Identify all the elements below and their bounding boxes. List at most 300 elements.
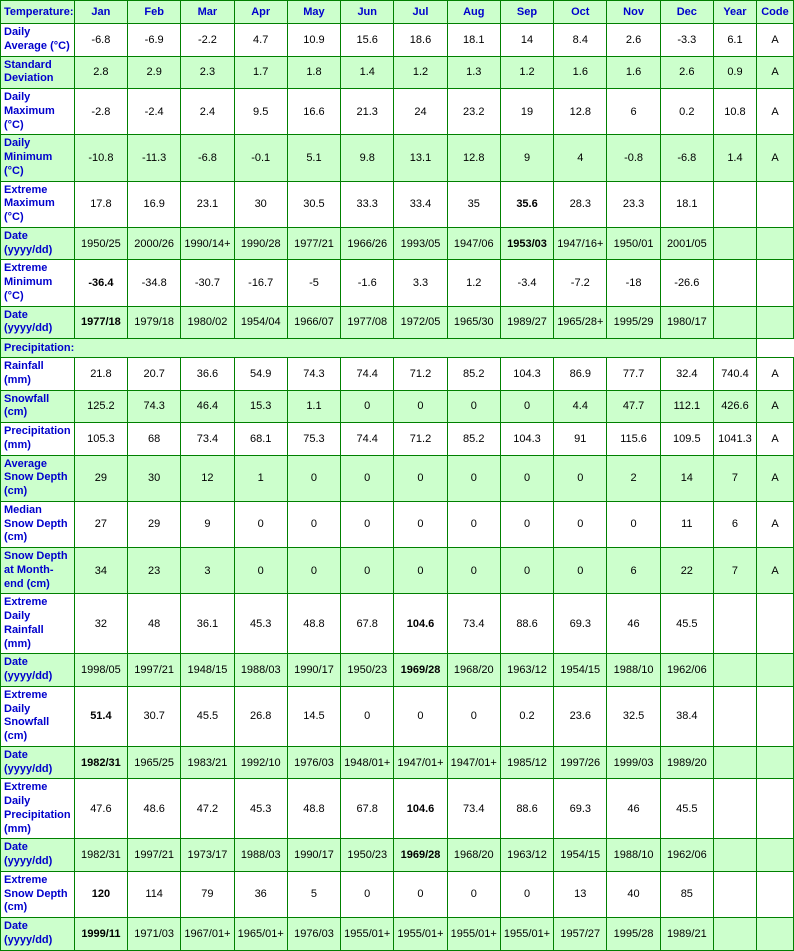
- table-row: [1, 654, 794, 687]
- data-cell: 1969/28: [394, 654, 447, 687]
- data-cell: 1962/06: [660, 839, 713, 872]
- data-cell: 23.6: [554, 686, 607, 746]
- row-label: Extreme Maximum (°C): [1, 181, 75, 227]
- data-cell: 74.3: [287, 358, 340, 391]
- section-header-precipitation: [1, 339, 794, 358]
- code-cell: [756, 746, 793, 779]
- code-cell: [756, 779, 793, 839]
- data-cell: 109.5: [660, 423, 713, 456]
- data-cell: 30.7: [128, 686, 181, 746]
- row-label: Date (yyyy/dd): [1, 918, 75, 951]
- data-cell: 23.3: [607, 181, 660, 227]
- data-cell: 45.5: [660, 594, 713, 654]
- table-row: [1, 871, 794, 917]
- data-cell: 85.2: [447, 358, 500, 391]
- row-label: Date (yyyy/dd): [1, 306, 75, 339]
- data-cell: 1968/20: [447, 839, 500, 872]
- data-cell: 1985/12: [500, 746, 553, 779]
- header-month-oct: Oct: [554, 1, 607, 24]
- code-cell: [756, 839, 793, 872]
- data-cell: 1988/03: [234, 839, 287, 872]
- data-cell: 15.3: [234, 390, 287, 423]
- data-cell: 30: [128, 455, 181, 501]
- data-cell: 1965/28+: [554, 306, 607, 339]
- data-cell: -11.3: [128, 135, 181, 181]
- data-cell: 1971/03: [128, 918, 181, 951]
- table-row: [1, 779, 794, 839]
- data-cell: 0: [341, 871, 394, 917]
- table-row: [1, 455, 794, 501]
- data-cell: -3.3: [660, 24, 713, 57]
- data-cell: 0: [447, 455, 500, 501]
- data-cell: 1979/18: [128, 306, 181, 339]
- year-cell: 1041.3: [713, 423, 756, 456]
- data-cell: 36.1: [181, 594, 234, 654]
- row-label: Precipitation (mm): [1, 423, 75, 456]
- data-cell: 71.2: [394, 358, 447, 391]
- data-cell: 4: [554, 135, 607, 181]
- year-cell: 426.6: [713, 390, 756, 423]
- data-cell: 1988/10: [607, 839, 660, 872]
- code-cell: A: [756, 455, 793, 501]
- table-row: [1, 227, 794, 260]
- data-cell: 2.8: [74, 56, 127, 89]
- data-cell: 1999/03: [607, 746, 660, 779]
- header-month-nov: Nov: [607, 1, 660, 24]
- data-cell: 1947/16+: [554, 227, 607, 260]
- data-cell: -1.6: [341, 260, 394, 306]
- header-temperature-label: Temperature:: [1, 1, 75, 24]
- data-cell: 0: [500, 501, 553, 547]
- data-cell: 45.5: [660, 779, 713, 839]
- data-cell: 68.1: [234, 423, 287, 456]
- data-cell: 1976/03: [287, 918, 340, 951]
- header-month-jun: Jun: [341, 1, 394, 24]
- data-cell: 14.5: [287, 686, 340, 746]
- data-cell: -6.8: [181, 135, 234, 181]
- data-cell: 0: [234, 548, 287, 594]
- data-cell: 74.4: [341, 358, 394, 391]
- row-label: Rainfall (mm): [1, 358, 75, 391]
- data-cell: 1980/02: [181, 306, 234, 339]
- data-cell: 1.6: [554, 56, 607, 89]
- year-cell: [713, 594, 756, 654]
- data-cell: 1990/14+: [181, 227, 234, 260]
- data-cell: 18.1: [660, 181, 713, 227]
- data-cell: 1.2: [394, 56, 447, 89]
- data-cell: -2.2: [181, 24, 234, 57]
- data-cell: 85.2: [447, 423, 500, 456]
- table-row: [1, 89, 794, 135]
- table-row: [1, 501, 794, 547]
- data-cell: 2.6: [660, 56, 713, 89]
- data-cell: 2000/26: [128, 227, 181, 260]
- data-cell: 46: [607, 779, 660, 839]
- year-cell: 740.4: [713, 358, 756, 391]
- data-cell: -16.7: [234, 260, 287, 306]
- data-cell: 2.6: [607, 24, 660, 57]
- data-cell: 45.3: [234, 779, 287, 839]
- data-cell: 6: [607, 89, 660, 135]
- data-cell: 0: [341, 501, 394, 547]
- data-cell: 0: [394, 455, 447, 501]
- section-label: Precipitation:: [1, 339, 757, 358]
- row-label: Date (yyyy/dd): [1, 654, 75, 687]
- data-cell: 1.4: [341, 56, 394, 89]
- data-cell: 1982/31: [74, 839, 127, 872]
- code-cell: A: [756, 390, 793, 423]
- data-cell: 1995/29: [607, 306, 660, 339]
- code-cell: A: [756, 501, 793, 547]
- table-header-row: [1, 1, 794, 24]
- data-cell: 35.6: [500, 181, 553, 227]
- row-label: Average Snow Depth (cm): [1, 455, 75, 501]
- data-cell: 26.8: [234, 686, 287, 746]
- data-cell: 0: [341, 455, 394, 501]
- data-cell: 14: [660, 455, 713, 501]
- data-cell: 51.4: [74, 686, 127, 746]
- data-cell: 1997/26: [554, 746, 607, 779]
- data-cell: 1973/17: [181, 839, 234, 872]
- data-cell: 9: [181, 501, 234, 547]
- data-cell: 38.4: [660, 686, 713, 746]
- data-cell: 45.3: [234, 594, 287, 654]
- year-cell: 6: [713, 501, 756, 547]
- data-cell: 79: [181, 871, 234, 917]
- data-cell: 20.7: [128, 358, 181, 391]
- table-row: [1, 594, 794, 654]
- data-cell: -6.8: [74, 24, 127, 57]
- data-cell: 0: [341, 390, 394, 423]
- data-cell: 0: [234, 501, 287, 547]
- data-cell: 9.5: [234, 89, 287, 135]
- data-cell: 104.3: [500, 423, 553, 456]
- data-cell: 6: [607, 548, 660, 594]
- data-cell: -2.8: [74, 89, 127, 135]
- table-row: [1, 746, 794, 779]
- header-month-dec: Dec: [660, 1, 713, 24]
- header-month-may: May: [287, 1, 340, 24]
- row-label: Extreme Minimum (°C): [1, 260, 75, 306]
- data-cell: 12.8: [554, 89, 607, 135]
- data-cell: 24: [394, 89, 447, 135]
- data-cell: -0.1: [234, 135, 287, 181]
- data-cell: 1998/05: [74, 654, 127, 687]
- data-cell: -34.8: [128, 260, 181, 306]
- data-cell: 1999/11: [74, 918, 127, 951]
- data-cell: 1965/01+: [234, 918, 287, 951]
- data-cell: 4.4: [554, 390, 607, 423]
- row-label: Extreme Daily Precipitation (mm): [1, 779, 75, 839]
- row-label: Snow Depth at Month-end (cm): [1, 548, 75, 594]
- data-cell: 1957/27: [554, 918, 607, 951]
- data-cell: 0: [554, 455, 607, 501]
- data-cell: 17.8: [74, 181, 127, 227]
- data-cell: 74.4: [341, 423, 394, 456]
- data-cell: 1990/17: [287, 654, 340, 687]
- year-cell: [713, 839, 756, 872]
- data-cell: 10.9: [287, 24, 340, 57]
- code-cell: [756, 181, 793, 227]
- data-cell: 46: [607, 594, 660, 654]
- data-cell: 1955/01+: [447, 918, 500, 951]
- data-cell: 9: [500, 135, 553, 181]
- data-cell: 74.3: [128, 390, 181, 423]
- table-row: [1, 260, 794, 306]
- data-cell: 9.8: [341, 135, 394, 181]
- code-cell: [756, 654, 793, 687]
- row-label: Date (yyyy/dd): [1, 227, 75, 260]
- data-cell: 0.2: [660, 89, 713, 135]
- year-cell: [713, 686, 756, 746]
- row-label: Date (yyyy/dd): [1, 839, 75, 872]
- data-cell: 5.1: [287, 135, 340, 181]
- data-cell: 5: [287, 871, 340, 917]
- data-cell: 33.4: [394, 181, 447, 227]
- year-cell: [713, 871, 756, 917]
- row-label: Extreme Daily Snowfall (cm): [1, 686, 75, 746]
- data-cell: 54.9: [234, 358, 287, 391]
- data-cell: 73.4: [447, 779, 500, 839]
- year-cell: 10.8: [713, 89, 756, 135]
- data-cell: 0: [394, 390, 447, 423]
- data-cell: 1982/31: [74, 746, 127, 779]
- code-cell: [756, 918, 793, 951]
- table-row: [1, 358, 794, 391]
- data-cell: 73.4: [181, 423, 234, 456]
- table-row: [1, 839, 794, 872]
- data-cell: 1992/10: [234, 746, 287, 779]
- data-cell: 1950/23: [341, 839, 394, 872]
- data-cell: 120: [74, 871, 127, 917]
- table-row: [1, 686, 794, 746]
- data-cell: 1: [234, 455, 287, 501]
- data-cell: 4.7: [234, 24, 287, 57]
- data-cell: -26.6: [660, 260, 713, 306]
- data-cell: 35: [447, 181, 500, 227]
- table-row: [1, 56, 794, 89]
- data-cell: 1.3: [447, 56, 500, 89]
- data-cell: 112.1: [660, 390, 713, 423]
- data-cell: 2.9: [128, 56, 181, 89]
- data-cell: -18: [607, 260, 660, 306]
- data-cell: 1995/28: [607, 918, 660, 951]
- data-cell: 1997/21: [128, 654, 181, 687]
- data-cell: 1989/20: [660, 746, 713, 779]
- data-cell: 1977/21: [287, 227, 340, 260]
- data-cell: 0: [394, 686, 447, 746]
- header-month-apr: Apr: [234, 1, 287, 24]
- data-cell: 1983/21: [181, 746, 234, 779]
- table-row: [1, 24, 794, 57]
- data-cell: 0: [341, 686, 394, 746]
- data-cell: 47.7: [607, 390, 660, 423]
- data-cell: 32.5: [607, 686, 660, 746]
- code-cell: [756, 260, 793, 306]
- data-cell: 23: [128, 548, 181, 594]
- data-cell: 0: [394, 871, 447, 917]
- header-month-aug: Aug: [447, 1, 500, 24]
- data-cell: 1955/01+: [341, 918, 394, 951]
- data-cell: -6.8: [660, 135, 713, 181]
- data-cell: 104.6: [394, 779, 447, 839]
- data-cell: 40: [607, 871, 660, 917]
- data-cell: 33.3: [341, 181, 394, 227]
- data-cell: 27: [74, 501, 127, 547]
- data-cell: 3: [181, 548, 234, 594]
- year-cell: 7: [713, 455, 756, 501]
- data-cell: -0.8: [607, 135, 660, 181]
- year-cell: [713, 181, 756, 227]
- data-cell: 23.2: [447, 89, 500, 135]
- data-cell: 1988/10: [607, 654, 660, 687]
- data-cell: 47.2: [181, 779, 234, 839]
- data-cell: 1948/15: [181, 654, 234, 687]
- data-cell: 15.6: [341, 24, 394, 57]
- data-cell: 1990/28: [234, 227, 287, 260]
- row-label: Median Snow Depth (cm): [1, 501, 75, 547]
- data-cell: 32.4: [660, 358, 713, 391]
- data-cell: 48.6: [128, 779, 181, 839]
- year-cell: [713, 746, 756, 779]
- data-cell: 0: [447, 548, 500, 594]
- data-cell: 2.3: [181, 56, 234, 89]
- data-cell: 34: [74, 548, 127, 594]
- year-cell: [713, 654, 756, 687]
- code-cell: A: [756, 24, 793, 57]
- data-cell: 1954/15: [554, 839, 607, 872]
- data-cell: 36.6: [181, 358, 234, 391]
- row-label: Daily Maximum (°C): [1, 89, 75, 135]
- data-cell: 68: [128, 423, 181, 456]
- data-cell: 67.8: [341, 779, 394, 839]
- row-label: Daily Average (°C): [1, 24, 75, 57]
- row-label: Snowfall (cm): [1, 390, 75, 423]
- header-year: Year: [713, 1, 756, 24]
- data-cell: 1950/25: [74, 227, 127, 260]
- data-cell: 1967/01+: [181, 918, 234, 951]
- data-cell: 125.2: [74, 390, 127, 423]
- data-cell: 3.3: [394, 260, 447, 306]
- data-cell: 1963/12: [500, 654, 553, 687]
- data-cell: 36: [234, 871, 287, 917]
- data-cell: 73.4: [447, 594, 500, 654]
- data-cell: 1997/21: [128, 839, 181, 872]
- table-row: [1, 181, 794, 227]
- year-cell: 1.4: [713, 135, 756, 181]
- table-row: [1, 390, 794, 423]
- data-cell: -36.4: [74, 260, 127, 306]
- row-label: Extreme Daily Rainfall (mm): [1, 594, 75, 654]
- data-cell: 22: [660, 548, 713, 594]
- data-cell: 69.3: [554, 779, 607, 839]
- data-cell: 1948/01+: [341, 746, 394, 779]
- data-cell: 1965/25: [128, 746, 181, 779]
- header-month-jan: Jan: [74, 1, 127, 24]
- data-cell: 12.8: [447, 135, 500, 181]
- data-cell: 29: [128, 501, 181, 547]
- data-cell: 19: [500, 89, 553, 135]
- data-cell: -3.4: [500, 260, 553, 306]
- data-cell: 18.1: [447, 24, 500, 57]
- data-cell: 86.9: [554, 358, 607, 391]
- row-label: Extreme Snow Depth (cm): [1, 871, 75, 917]
- data-cell: 0: [500, 548, 553, 594]
- data-cell: 0: [287, 455, 340, 501]
- data-cell: 48: [128, 594, 181, 654]
- code-cell: A: [756, 548, 793, 594]
- data-cell: 0: [287, 501, 340, 547]
- data-cell: 13.1: [394, 135, 447, 181]
- data-cell: 29: [74, 455, 127, 501]
- data-cell: 1947/01+: [447, 746, 500, 779]
- data-cell: 1968/20: [447, 654, 500, 687]
- data-cell: 1950/23: [341, 654, 394, 687]
- data-cell: 16.6: [287, 89, 340, 135]
- data-cell: 48.8: [287, 779, 340, 839]
- table-row: [1, 918, 794, 951]
- code-cell: [756, 594, 793, 654]
- data-cell: 21.8: [74, 358, 127, 391]
- data-cell: 88.6: [500, 594, 553, 654]
- data-cell: 0: [554, 501, 607, 547]
- table-row: [1, 306, 794, 339]
- data-cell: 114: [128, 871, 181, 917]
- data-cell: 0: [500, 455, 553, 501]
- data-cell: 1989/27: [500, 306, 553, 339]
- data-cell: 105.3: [74, 423, 127, 456]
- data-cell: 1977/08: [341, 306, 394, 339]
- code-cell: A: [756, 423, 793, 456]
- data-cell: 2001/05: [660, 227, 713, 260]
- data-cell: 1989/21: [660, 918, 713, 951]
- data-cell: 18.6: [394, 24, 447, 57]
- data-cell: 0: [500, 390, 553, 423]
- year-cell: 7: [713, 548, 756, 594]
- data-cell: 32: [74, 594, 127, 654]
- data-cell: 0: [447, 686, 500, 746]
- data-cell: 104.6: [394, 594, 447, 654]
- row-label: Date (yyyy/dd): [1, 746, 75, 779]
- year-cell: 6.1: [713, 24, 756, 57]
- code-cell: A: [756, 358, 793, 391]
- data-cell: 1988/03: [234, 654, 287, 687]
- data-cell: 21.3: [341, 89, 394, 135]
- data-cell: 14: [500, 24, 553, 57]
- data-cell: 1966/26: [341, 227, 394, 260]
- data-cell: 104.3: [500, 358, 553, 391]
- data-cell: 91: [554, 423, 607, 456]
- data-cell: 1.7: [234, 56, 287, 89]
- data-cell: 23.1: [181, 181, 234, 227]
- row-label: Standard Deviation: [1, 56, 75, 89]
- data-cell: 0: [447, 871, 500, 917]
- data-cell: 0: [554, 548, 607, 594]
- code-cell: [756, 871, 793, 917]
- data-cell: 28.3: [554, 181, 607, 227]
- year-cell: [713, 918, 756, 951]
- data-cell: 2: [607, 455, 660, 501]
- data-cell: -6.9: [128, 24, 181, 57]
- year-cell: [713, 779, 756, 839]
- table-row: [1, 423, 794, 456]
- data-cell: 115.6: [607, 423, 660, 456]
- code-cell: [756, 227, 793, 260]
- header-month-mar: Mar: [181, 1, 234, 24]
- data-cell: 1953/03: [500, 227, 553, 260]
- data-cell: -7.2: [554, 260, 607, 306]
- data-cell: 30.5: [287, 181, 340, 227]
